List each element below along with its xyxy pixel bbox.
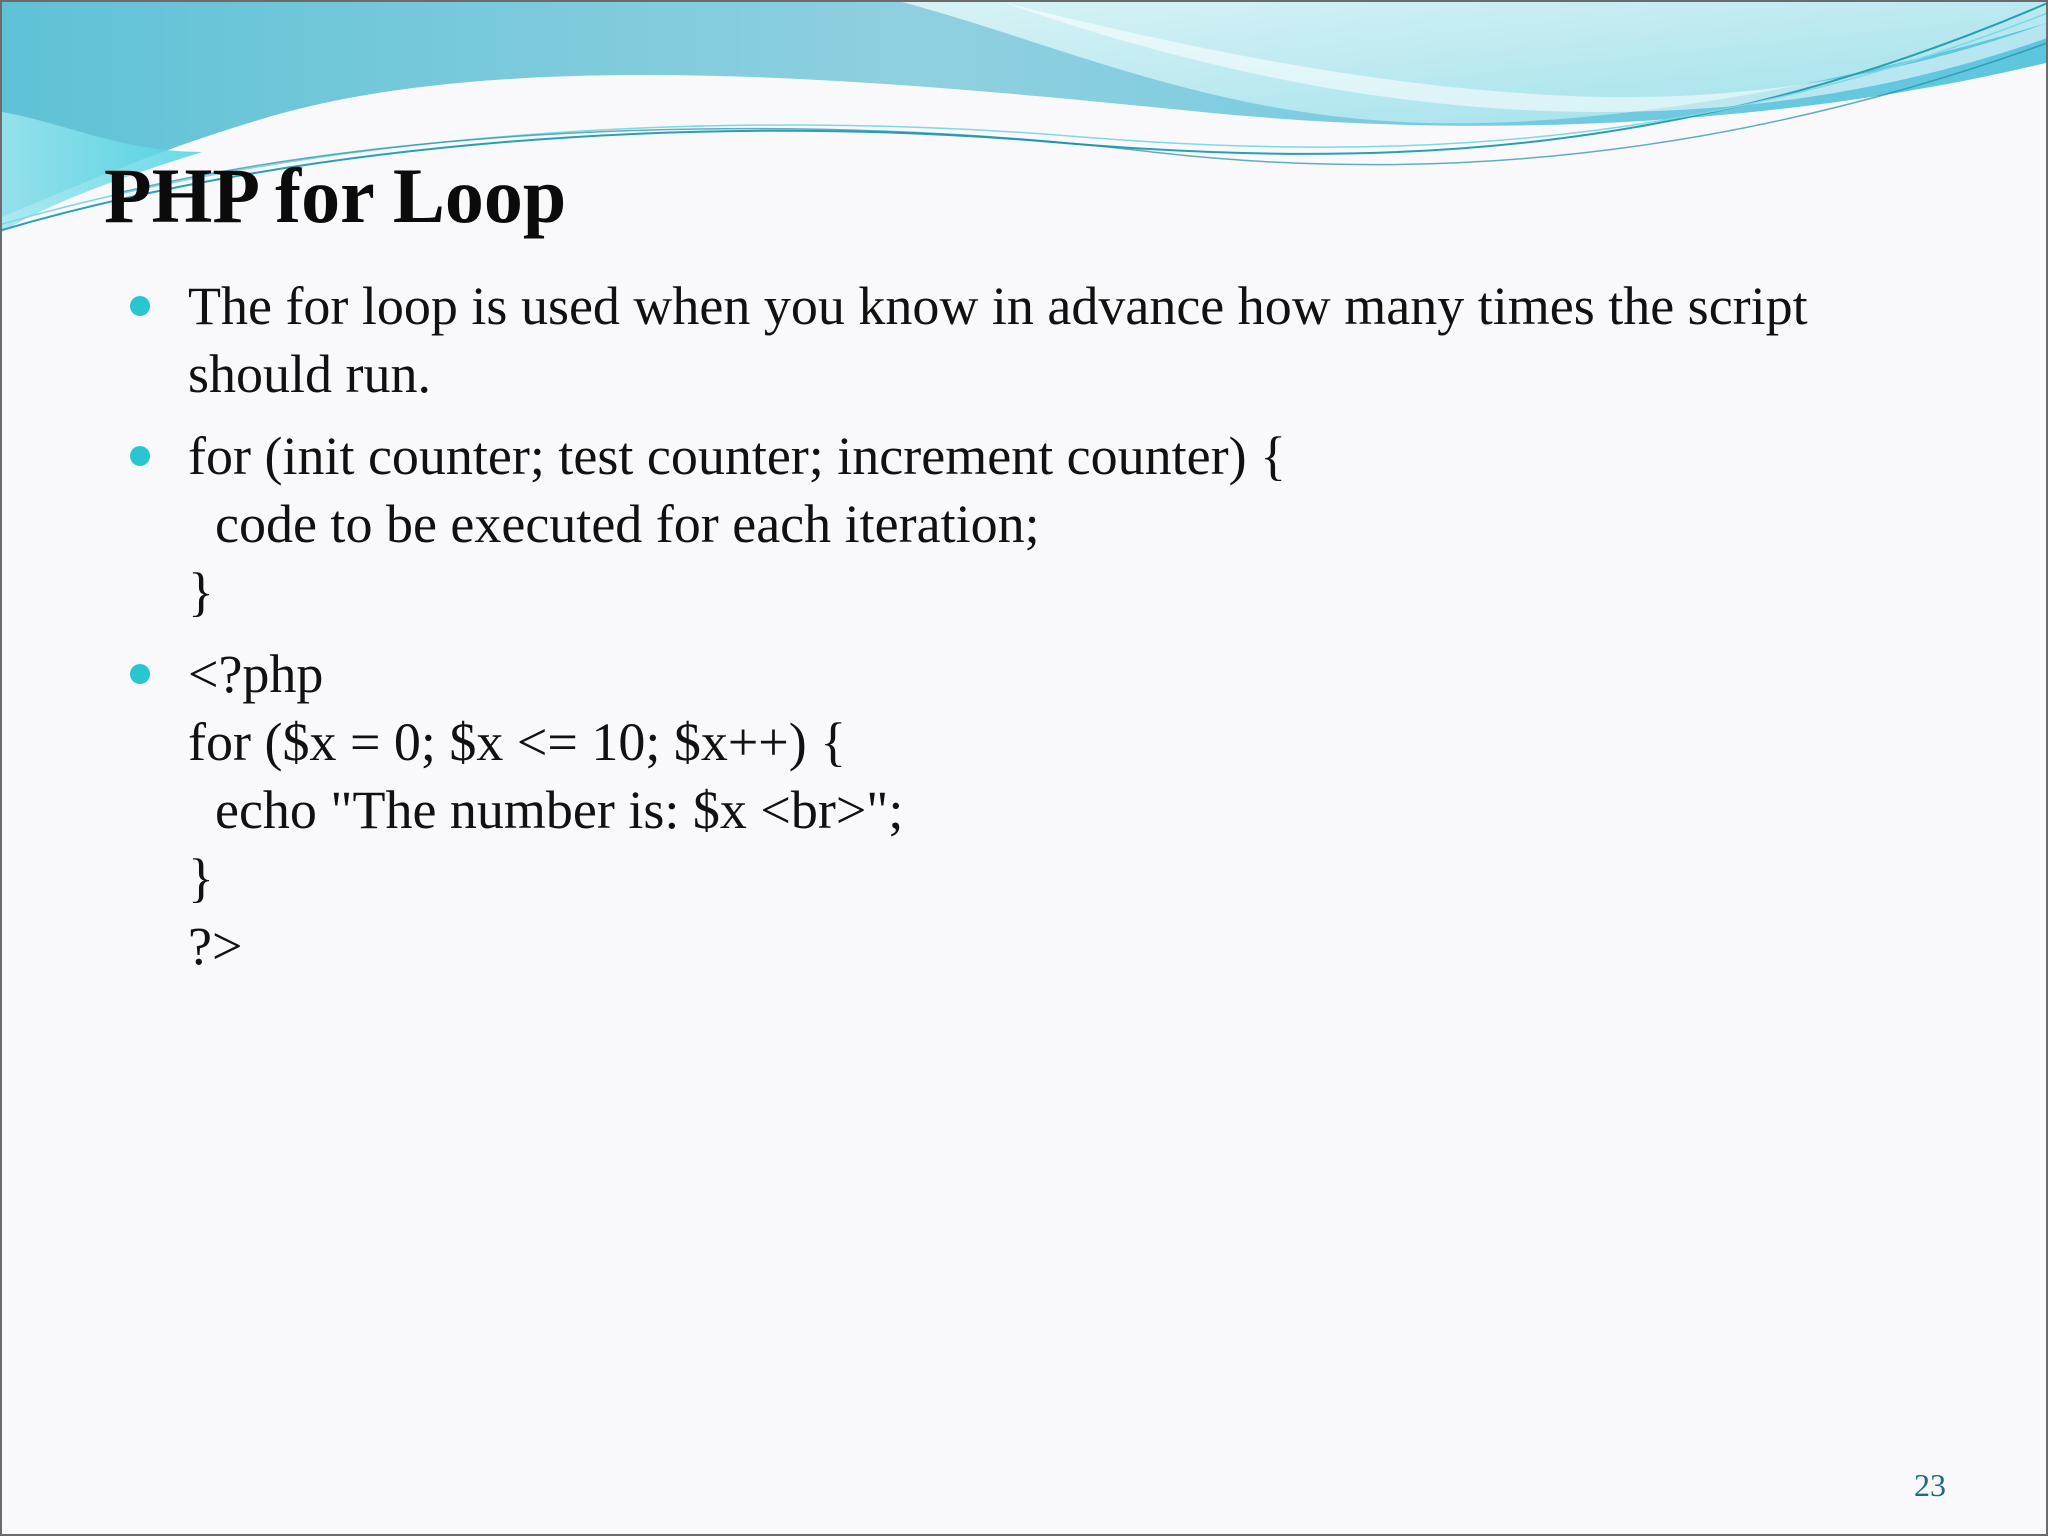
code-line: for (init counter; test counter; increment counter) { [188, 426, 1287, 486]
code-line: echo "The number is: $x <br>"; [188, 780, 904, 840]
bullet-list [126, 272, 1946, 994]
code-line: } [188, 562, 214, 622]
bullet-text-line: should run. [188, 344, 431, 404]
slide-title: PHP for Loop [104, 152, 567, 239]
bullet-dot-icon [130, 664, 150, 684]
bullet-dot-icon [130, 296, 150, 316]
bullet-text-line: The for loop is used when you know in advance how many times the script [188, 276, 1808, 336]
code-line: } [188, 848, 214, 908]
bullet-dot-icon [130, 446, 150, 466]
bullet-item [126, 640, 1946, 980]
code-line: code to be executed for each iteration; [188, 494, 1040, 554]
bullet-item [126, 422, 1946, 626]
bullet-item [126, 272, 1946, 408]
code-line: <?php [188, 644, 324, 704]
code-line: for ($x = 0; $x <= 10; $x++) { [188, 712, 847, 772]
code-line: ?> [188, 916, 243, 976]
page-number: 23 [1914, 1467, 1946, 1503]
